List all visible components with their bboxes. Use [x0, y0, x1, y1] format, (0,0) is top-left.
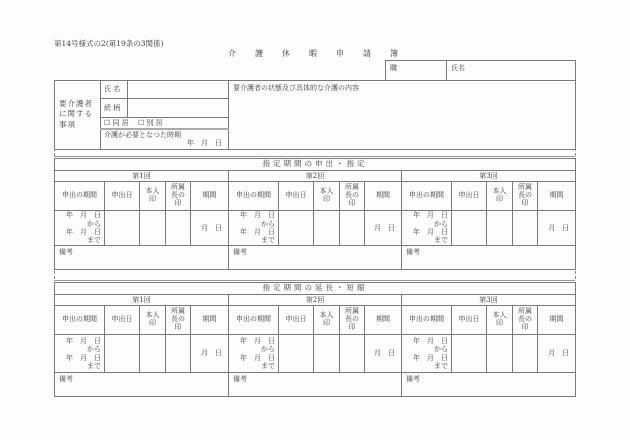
label-line: 印	[496, 319, 503, 327]
label-line: 印	[323, 195, 330, 203]
remarks-field[interactable]	[55, 373, 229, 397]
period-line: 年 月 日	[66, 353, 101, 362]
round-label: 第1回	[55, 171, 229, 182]
period-line: 年 月 日	[66, 211, 101, 220]
col-personal-seal	[487, 306, 513, 335]
request-period-field[interactable]	[402, 211, 452, 246]
request-period-field[interactable]	[55, 211, 105, 246]
label-line: に関する	[59, 109, 93, 119]
period-line: まで	[261, 236, 275, 245]
title-char: 申	[336, 49, 344, 58]
col-request-period: 申出の期間	[229, 306, 279, 335]
condition-field[interactable]	[229, 81, 576, 150]
col-personal-seal	[314, 182, 340, 211]
title-char: 簿	[390, 49, 398, 58]
label-line: 長の	[345, 191, 359, 200]
label-line: 印	[149, 319, 156, 327]
title-char: 休	[282, 49, 290, 58]
col-period: 期間	[538, 182, 576, 211]
col-personal-seal	[140, 182, 166, 211]
label-line: 所属	[518, 183, 532, 192]
remarks-label: 備考	[233, 248, 247, 256]
page-title	[228, 48, 417, 59]
supervisor-seal-field[interactable]	[340, 211, 365, 246]
request-date-field[interactable]	[105, 335, 140, 373]
period-field[interactable]: 月 日	[365, 211, 402, 246]
request-period-field[interactable]	[55, 335, 105, 373]
employee-header-box	[385, 60, 576, 81]
form-id: 第14号様式の2(第19条の3関係)	[54, 39, 164, 48]
personal-seal-field[interactable]	[487, 211, 513, 246]
dashed-separator	[54, 271, 55, 279]
remarks-label: 備考	[406, 248, 420, 256]
col-supervisor-seal	[166, 306, 191, 335]
col-request-date: 申出日	[279, 182, 314, 211]
label-line: 印	[174, 322, 182, 331]
period-field[interactable]: 月 日	[365, 335, 402, 373]
employee-name-field[interactable]	[447, 61, 576, 81]
col-period: 期間	[191, 306, 229, 335]
request-period-field[interactable]	[402, 335, 452, 373]
col-period: 期間	[191, 182, 229, 211]
col-request-period: 申出の期間	[55, 306, 105, 335]
period-line: 年 月 日	[66, 228, 101, 236]
request-date-field[interactable]	[452, 335, 487, 373]
request-date-field[interactable]	[279, 211, 314, 246]
col-request-period: 申出の期間	[402, 306, 452, 335]
period-line: 年 月 日	[240, 353, 275, 362]
request-period-field[interactable]	[229, 211, 279, 246]
label-line: 所属	[518, 307, 532, 316]
col-request-period: 申出の期間	[55, 182, 105, 211]
title-char: 護	[255, 49, 263, 58]
condition-label: 要介護者の状態及び具体的な介護の内容	[233, 84, 359, 92]
period-field[interactable]: 月 日	[538, 211, 576, 246]
supervisor-seal-field[interactable]	[166, 335, 191, 373]
label-line: 本人	[145, 187, 160, 196]
dashed-separator	[575, 271, 576, 279]
round-label: 第2回	[229, 171, 402, 182]
living-options-checkboxes[interactable]: ☐ 同 居 ☐ 別 居	[104, 119, 163, 127]
period-line: から	[261, 219, 275, 228]
period-line: 年 月 日	[413, 336, 448, 345]
label-line: 所属	[345, 307, 359, 316]
col-personal-seal	[314, 306, 340, 335]
period-line: から	[261, 345, 275, 354]
col-period: 期間	[538, 306, 576, 335]
round-label: 第3回	[402, 295, 576, 306]
period-line: 年 月 日	[66, 336, 101, 345]
personal-seal-field[interactable]	[314, 335, 340, 373]
label-line: 事項	[59, 120, 76, 130]
period-line: 年 月 日	[413, 211, 448, 220]
title-char: 請	[363, 49, 371, 58]
round-label: 第1回	[55, 295, 229, 306]
label-line: 印	[496, 195, 503, 203]
period-field[interactable]: 月 日	[538, 335, 576, 373]
period-line: 年 月 日	[413, 228, 448, 236]
col-supervisor-seal	[340, 182, 365, 211]
period-line: から	[87, 219, 101, 228]
title-char: 介	[228, 49, 236, 58]
personal-seal-field[interactable]	[314, 211, 340, 246]
period-line: まで	[434, 361, 448, 370]
remarks-field[interactable]	[229, 246, 402, 270]
period-line: 年 月 日	[240, 228, 275, 236]
label-line: 所属	[171, 307, 185, 316]
remarks-label: 備考	[233, 375, 247, 383]
remarks-label: 備考	[59, 248, 73, 256]
title-char: 暇	[309, 49, 317, 58]
period-field[interactable]: 月 日	[191, 211, 229, 246]
label-line: 印	[348, 198, 356, 207]
personal-seal-field[interactable]	[140, 211, 166, 246]
label-line: 所属	[171, 183, 185, 192]
dashed-separator	[575, 148, 576, 156]
employee-name-label: 氏名	[451, 64, 465, 72]
personal-seal-field[interactable]	[487, 335, 513, 373]
label-line: 印	[323, 319, 330, 327]
care-needed-since-date: 年 月 日	[187, 139, 222, 148]
col-period: 期間	[365, 306, 402, 335]
col-request-date: 申出日	[105, 182, 140, 211]
col-supervisor-seal	[166, 182, 191, 211]
col-request-date: 申出日	[452, 306, 487, 335]
period-field[interactable]: 月 日	[191, 335, 229, 373]
divider	[54, 280, 575, 281]
request-date-field[interactable]	[452, 211, 487, 246]
request-date-field[interactable]	[279, 335, 314, 373]
col-supervisor-seal	[340, 306, 365, 335]
label-line: 印	[521, 198, 529, 207]
remarks-field[interactable]	[55, 246, 229, 270]
section-title: 指定期間の延長・短縮	[55, 283, 576, 295]
period-line: から	[434, 219, 448, 228]
care-needed-since-field[interactable]	[101, 129, 229, 149]
label-line: 長の	[518, 191, 532, 200]
label-line: 長の	[518, 315, 532, 324]
supervisor-seal-field[interactable]	[513, 211, 538, 246]
period-line: まで	[87, 361, 101, 370]
col-personal-seal	[140, 306, 166, 335]
label-line: 本人	[319, 311, 334, 320]
designation-request-table	[54, 158, 576, 270]
remarks-label: 備考	[59, 375, 73, 383]
period-line: 年 月 日	[240, 336, 275, 345]
recipient-name-field[interactable]	[128, 81, 229, 99]
period-line: から	[87, 345, 101, 354]
col-request-date: 申出日	[279, 306, 314, 335]
request-period-field[interactable]	[229, 335, 279, 373]
position-label: 職	[390, 64, 397, 72]
label-line: 長の	[171, 315, 185, 324]
remarks-field[interactable]	[402, 246, 576, 270]
living-options[interactable]	[101, 118, 229, 130]
supervisor-seal-field[interactable]	[340, 335, 365, 373]
label-line: 印	[348, 322, 356, 331]
recipient-name-label: 氏 名	[101, 81, 128, 99]
supervisor-seal-field[interactable]	[513, 335, 538, 373]
round-label: 第2回	[229, 295, 402, 306]
period-line: まで	[434, 236, 448, 245]
period-line: まで	[261, 361, 275, 370]
remarks-field[interactable]	[229, 373, 402, 397]
label-line: 長の	[345, 315, 359, 324]
personal-seal-field[interactable]	[140, 335, 166, 373]
position-field[interactable]	[386, 61, 447, 81]
request-date-field[interactable]	[105, 211, 140, 246]
col-request-date: 申出日	[105, 306, 140, 335]
label-line: 要介護者	[59, 98, 93, 108]
round-label: 第3回	[402, 171, 576, 182]
divider	[54, 156, 575, 157]
label-line: 本人	[492, 311, 507, 320]
period-line: 年 月 日	[413, 353, 448, 362]
label-line: 本人	[319, 187, 334, 196]
relationship-label: 続 柄	[101, 99, 128, 118]
label-line: 印	[149, 195, 156, 203]
label-line: 長の	[171, 191, 185, 200]
care-recipient-section-label	[55, 81, 101, 150]
col-request-period: 申出の期間	[402, 182, 452, 211]
label-line: 印	[521, 322, 529, 331]
col-request-period: 申出の期間	[229, 182, 279, 211]
remarks-label: 備考	[406, 375, 420, 383]
extension-shortening-table	[54, 282, 576, 397]
period-line: 年 月 日	[240, 211, 275, 220]
period-line: から	[434, 345, 448, 354]
label-line: 所属	[345, 183, 359, 192]
label-line: 印	[174, 198, 182, 207]
period-line: まで	[87, 236, 101, 245]
col-period: 期間	[365, 182, 402, 211]
care-recipient-table	[54, 80, 576, 150]
relationship-field[interactable]	[128, 99, 229, 118]
supervisor-seal-field[interactable]	[166, 211, 191, 246]
label-line: 本人	[145, 311, 160, 320]
col-request-date: 申出日	[452, 182, 487, 211]
remarks-field[interactable]	[402, 373, 576, 397]
col-supervisor-seal	[513, 182, 538, 211]
dashed-separator	[54, 148, 55, 156]
care-needed-since-label: 介護が必要となつた時期	[104, 131, 181, 140]
section-title: 指定期間の申出・指定	[55, 159, 576, 171]
col-personal-seal	[487, 182, 513, 211]
col-supervisor-seal	[513, 306, 538, 335]
label-line: 本人	[492, 187, 507, 196]
